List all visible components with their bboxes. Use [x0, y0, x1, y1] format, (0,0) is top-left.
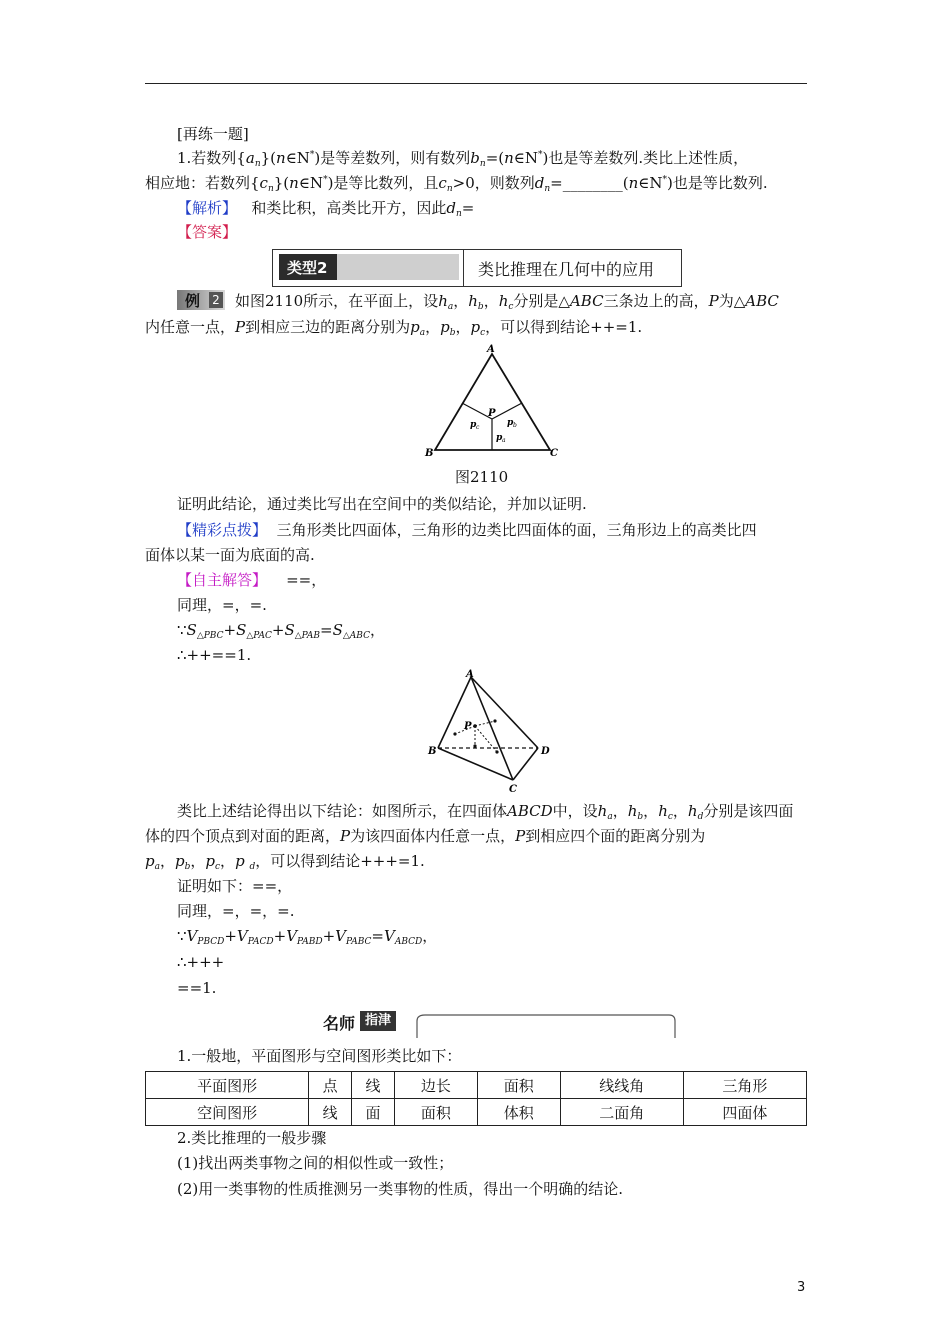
- analysis-tag: 【解析】: [177, 199, 238, 217]
- table-cell: 四面体: [683, 1099, 806, 1126]
- vertex-B-3d: B: [428, 746, 437, 757]
- edge-AD: [471, 677, 538, 748]
- type-banner: [272, 249, 682, 287]
- guide-title: 名师: [323, 1014, 356, 1033]
- type-banner-band: [279, 254, 459, 280]
- analysis-line: 【解析】 和类比积，高类比开方，因此$d_n=$: [177, 199, 475, 219]
- space-line-3: $p_a$，$p_b$，$p_c$，p $_d$，可以得到结论+++=1.: [145, 852, 425, 872]
- guide-item-1: 1.一般地，平面图形与空间图形类比如下：: [177, 1047, 462, 1065]
- page-number: 3: [797, 1280, 806, 1295]
- vertex-A-3d: A: [466, 669, 474, 680]
- answer-tag: 【答案】: [177, 223, 238, 241]
- same-line-2: 同理，=，=，=.: [177, 902, 295, 920]
- triangle-figure: [420, 340, 565, 462]
- example-label: 例: [185, 292, 201, 310]
- example-line-1: 如图2110所示，在平面上，设$h_a$，$h_b$，$h_c$分别是△ABC三条边上的高，P为△ABC: [235, 292, 779, 312]
- point-P-dot: [473, 724, 477, 728]
- type-label: 类型2: [287, 259, 328, 277]
- table-cell: 点: [309, 1072, 352, 1099]
- label-pb-sub: b: [513, 422, 517, 429]
- table-cell: 线线角: [560, 1072, 683, 1099]
- point-P-3d: P: [464, 721, 472, 732]
- table-row: [146, 1072, 807, 1099]
- table-cell: 边长: [394, 1072, 477, 1099]
- guide-banner: [313, 1005, 677, 1041]
- type-title: 类比推理在几何中的应用: [478, 260, 655, 279]
- guide-step-1: (1)找出两类事物之间的相似性或一致性；: [177, 1154, 454, 1172]
- comparison-table: [145, 1071, 807, 1126]
- practice-heading: [再练一题]: [177, 125, 249, 143]
- pb-segment: [492, 403, 522, 419]
- example-line-2: 内任意一点，P到相应三边的距离分别为$p_a$，$p_b$，$p_c$，可以得到结论++=1.: [145, 318, 643, 338]
- therefore-line-2a: ∴+++: [177, 953, 225, 971]
- table-cell: 面积: [394, 1099, 477, 1126]
- therefore-line-1: ∴++==1.: [177, 646, 252, 664]
- label-pc: p: [470, 420, 477, 430]
- example-number: 2: [209, 292, 223, 308]
- table-cell: 空间图形: [146, 1099, 309, 1126]
- example-marker: [177, 290, 225, 310]
- because-line-1: $\because S_{\triangle PBC}+S_{\triangle PAC}+S_{\triangle PAB}=S_{\triangle ABC}$，: [177, 621, 385, 641]
- vertex-A: A: [487, 344, 495, 355]
- dist-2: [475, 721, 495, 726]
- proof-line: 证明如下：==，: [177, 877, 293, 895]
- space-line-2: 体的四个顶点到对面的距离，P为该四面体内任意一点，P到相应四个面的距离分别为: [145, 827, 706, 845]
- table-cell: 线: [352, 1072, 395, 1099]
- table-cell: 线: [309, 1099, 352, 1126]
- edge-AB: [438, 677, 471, 748]
- table-cell: 面积: [477, 1072, 560, 1099]
- figure-caption: 图2110: [455, 468, 509, 486]
- vertex-D-3d: D: [541, 746, 550, 757]
- type-divider: [463, 250, 464, 286]
- same-line-1: 同理，=，=.: [177, 596, 267, 614]
- table-cell: 平面图形: [146, 1072, 309, 1099]
- label-pb: p: [507, 418, 514, 428]
- guide-step-2: (2)用一类事物的性质推测另一类事物的性质，得出一个明确的结论.: [177, 1180, 624, 1198]
- table-cell: 体积: [477, 1099, 560, 1126]
- vertex-C: C: [550, 448, 558, 459]
- guide-item-2: 2.类比推理的一般步骤: [177, 1129, 327, 1147]
- tip-line-1: 【精彩点拨】 三角形类比四面体，三角形的边类比四面体的面，三角形边上的高类比四: [177, 521, 757, 539]
- foot-4: [495, 750, 498, 753]
- practice-line-2: 相应地：若数列$\{c_n\}(n\in N^*)$是等比数列，且$c_n>0$，则数列$d_n=\_\_\_\_\_\_\_\_(n\in N^*)$也是等比数列.: [145, 174, 768, 194]
- space-line-1: 类比上述结论得出以下结论：如图所示，在四面体ABCD中，设$h_a$，$h_b$，$h_c$，$h_d$分别是该四面: [177, 802, 794, 822]
- label-pa-sub: a: [502, 437, 506, 444]
- prove-line: 证明此结论，通过类比写出在空间中的类似结论，并加以证明.: [177, 495, 587, 513]
- tetrahedron-figure: [425, 668, 560, 793]
- foot-1: [453, 732, 456, 735]
- self-answer-tag: 【自主解答】: [177, 571, 268, 589]
- table-row: [146, 1099, 807, 1126]
- dist-4: [475, 726, 497, 752]
- point-P: P: [488, 408, 496, 419]
- self-answer-line: 【自主解答】 ==，: [177, 571, 327, 589]
- tip-tag: 【精彩点拨】: [177, 521, 268, 539]
- vertex-C-3d: C: [509, 784, 517, 793]
- table-cell: 面: [352, 1099, 395, 1126]
- foot-3: [473, 744, 476, 747]
- guide-badge: 指津: [360, 1011, 396, 1031]
- because-line-2: $\because V_{PBCD}+V_{PACD}+V_{PABD}+V_{PABC}=V_{ABCD}$，: [177, 927, 438, 947]
- table-cell: 三角形: [683, 1072, 806, 1099]
- edge-CD: [513, 748, 538, 780]
- table-cell: 二面角: [560, 1099, 683, 1126]
- therefore-line-2b: ==1.: [177, 979, 217, 997]
- foot-2: [493, 719, 496, 722]
- vertex-B: B: [425, 448, 434, 459]
- practice-line-1: 1.若数列$\{a_n\}(n\in N^*)$是等差数列，则有数列$b_n=(n\in N^*)$也是等差数列.类比上述性质，: [177, 149, 749, 169]
- label-pc-sub: c: [476, 424, 480, 431]
- label-pa: p: [496, 433, 503, 443]
- tip-line-2: 面体以某一面为底面的高.: [145, 546, 315, 564]
- header-rule: [145, 83, 807, 84]
